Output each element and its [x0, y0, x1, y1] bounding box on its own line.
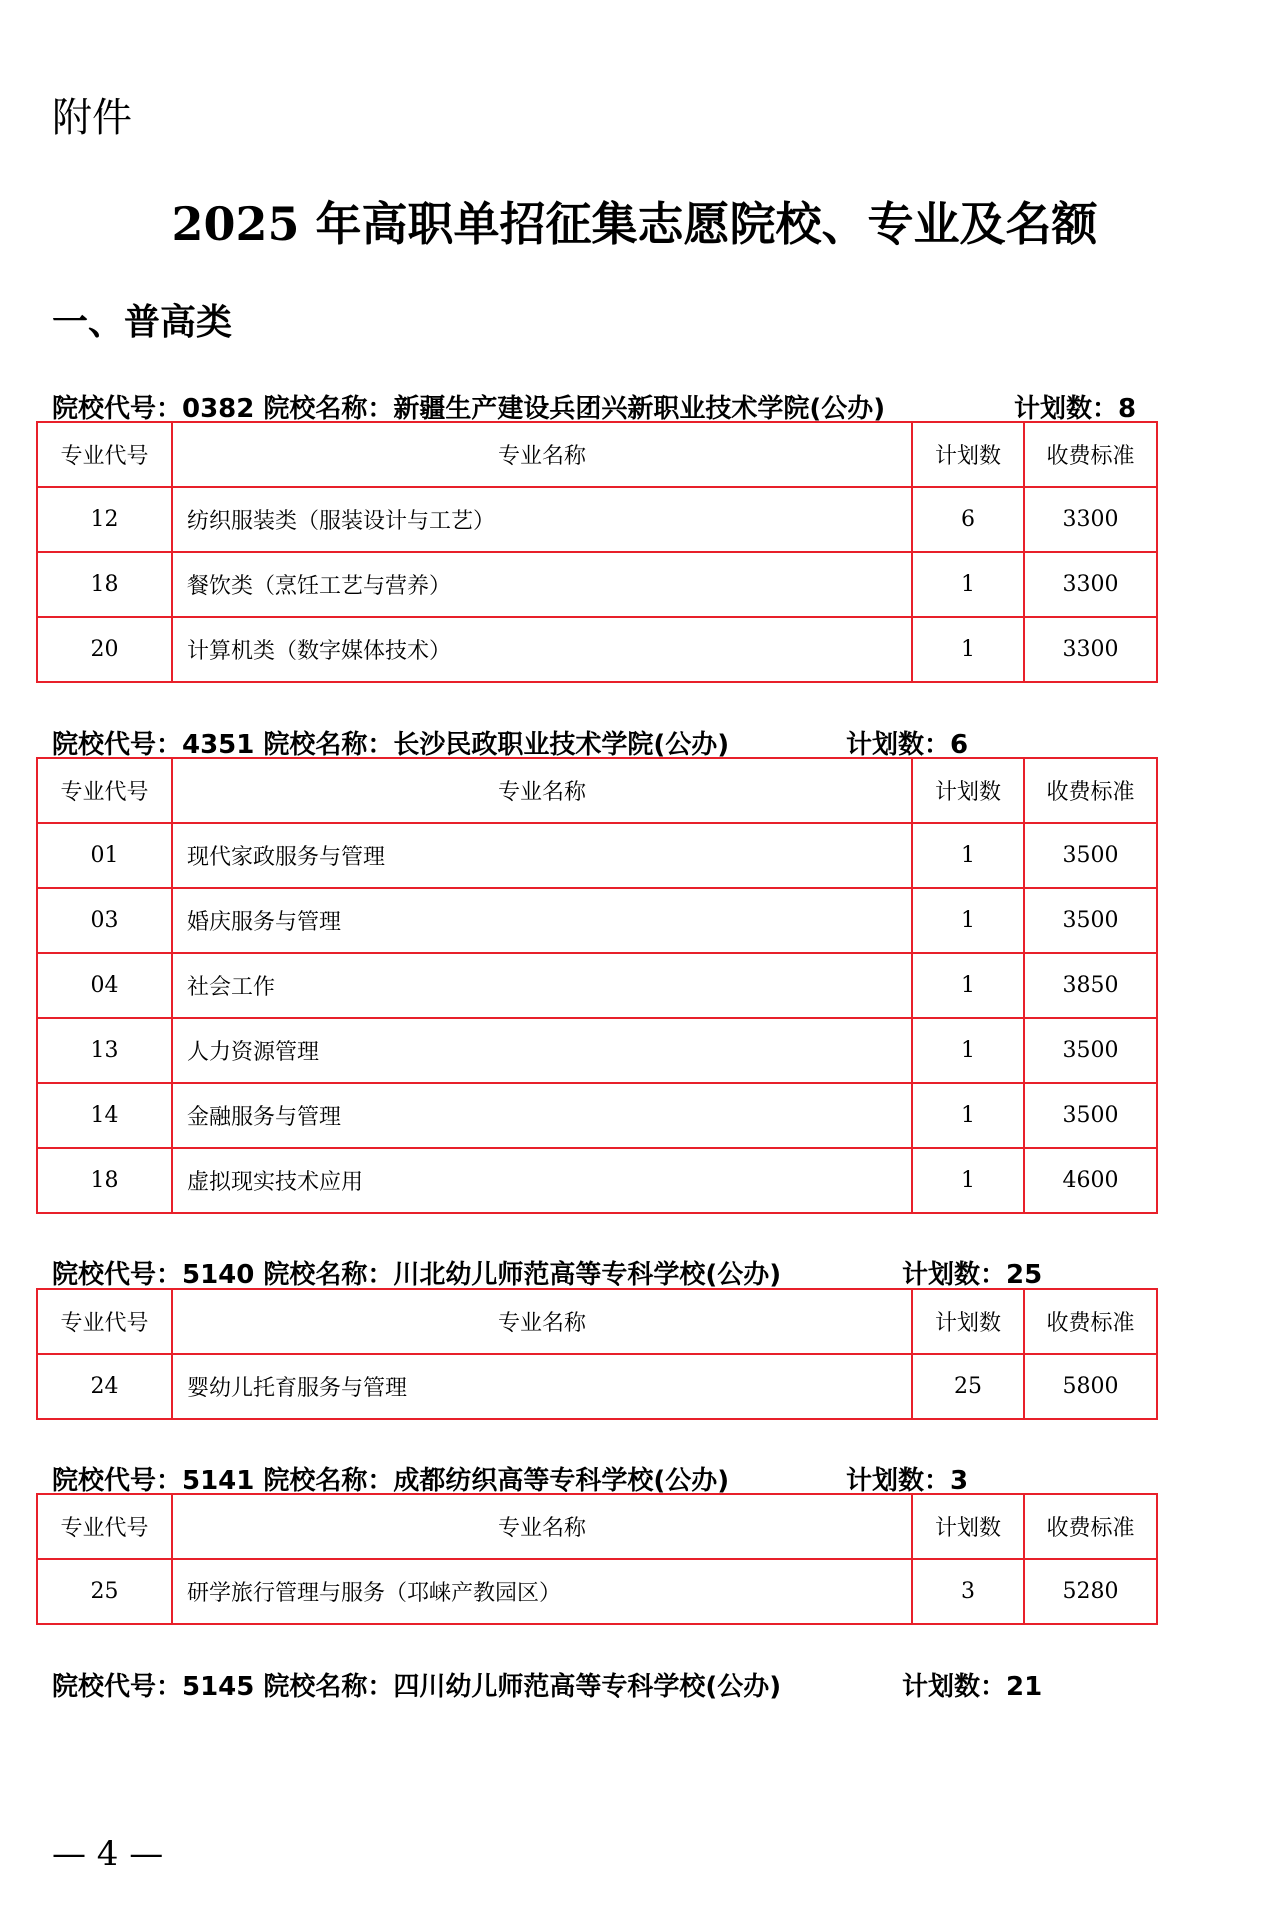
- major-plan: 6: [912, 487, 1024, 552]
- major-code: 12: [37, 487, 172, 552]
- table-row: [37, 552, 1157, 617]
- table-row: [37, 1018, 1157, 1083]
- major-fee: 4600: [1024, 1148, 1157, 1213]
- table-header-row: [37, 758, 1157, 823]
- major-fee: 5800: [1024, 1354, 1157, 1419]
- school-plan-total: 计划数：6: [846, 730, 969, 760]
- header-plan: 计划数: [912, 1289, 1024, 1354]
- header-fee: 收费标准: [1024, 422, 1157, 487]
- table-row: [37, 1148, 1157, 1213]
- majors-table: [36, 1493, 1158, 1625]
- school-info: 院校代号：0382 院校名称：新疆生产建设兵团兴新职业技术学院(公办): [52, 394, 886, 424]
- major-code: 13: [37, 1018, 172, 1083]
- table-row: [37, 1559, 1157, 1624]
- school-header: [52, 388, 1137, 425]
- attachment-label: 附件: [52, 95, 132, 141]
- major-name: 社会工作: [172, 953, 912, 1018]
- major-name: 婴幼儿托育服务与管理: [172, 1354, 912, 1419]
- major-name: 人力资源管理: [172, 1018, 912, 1083]
- table-header-row: [37, 1494, 1157, 1559]
- major-fee: 3300: [1024, 552, 1157, 617]
- major-code: 20: [37, 617, 172, 682]
- table-row: [37, 1354, 1157, 1419]
- major-code: 14: [37, 1083, 172, 1148]
- major-code: 24: [37, 1354, 172, 1419]
- major-fee: 3300: [1024, 617, 1157, 682]
- majors-table: [36, 1288, 1158, 1420]
- major-name: 虚拟现实技术应用: [172, 1148, 912, 1213]
- school-info: 院校代号：4351 院校名称：长沙民政职业技术学院(公办): [52, 730, 730, 760]
- major-name: 婚庆服务与管理: [172, 888, 912, 953]
- major-plan: 1: [912, 1018, 1024, 1083]
- major-plan: 1: [912, 1148, 1024, 1213]
- header-name: 专业名称: [172, 422, 912, 487]
- major-name: 金融服务与管理: [172, 1083, 912, 1148]
- table-row: [37, 1083, 1157, 1148]
- school-header: [52, 1460, 969, 1497]
- header-code: 专业代号: [37, 758, 172, 823]
- school-plan-total: 计划数：25: [902, 1260, 1043, 1290]
- school-header: [52, 724, 969, 761]
- major-plan: 1: [912, 953, 1024, 1018]
- school-plan-total: 计划数：3: [846, 1466, 969, 1496]
- major-fee: 3500: [1024, 823, 1157, 888]
- major-plan: 1: [912, 1083, 1024, 1148]
- header-fee: 收费标准: [1024, 1289, 1157, 1354]
- header-name: 专业名称: [172, 758, 912, 823]
- major-plan: 3: [912, 1559, 1024, 1624]
- major-name: 餐饮类（烹饪工艺与营养）: [172, 552, 912, 617]
- major-code: 18: [37, 552, 172, 617]
- table-row: [37, 617, 1157, 682]
- school-info: 院校代号：5141 院校名称：成都纺织高等专科学校(公办): [52, 1466, 730, 1496]
- major-fee: 3300: [1024, 487, 1157, 552]
- major-name: 研学旅行管理与服务（邛崃产教园区）: [172, 1559, 912, 1624]
- school-header: [52, 1666, 1043, 1703]
- table-row: [37, 823, 1157, 888]
- header-plan: 计划数: [912, 758, 1024, 823]
- header-code: 专业代号: [37, 1494, 172, 1559]
- header-fee: 收费标准: [1024, 1494, 1157, 1559]
- major-fee: 3850: [1024, 953, 1157, 1018]
- table-row: [37, 487, 1157, 552]
- major-code: 25: [37, 1559, 172, 1624]
- major-code: 18: [37, 1148, 172, 1213]
- page-number: — 4 —: [52, 1834, 164, 1874]
- school-info: 院校代号：5145 院校名称：四川幼儿师范高等专科学校(公办): [52, 1672, 782, 1702]
- school-plan-total: 计划数：21: [902, 1672, 1043, 1702]
- table-header-row: [37, 1289, 1157, 1354]
- major-fee: 3500: [1024, 888, 1157, 953]
- major-name: 现代家政服务与管理: [172, 823, 912, 888]
- major-code: 04: [37, 953, 172, 1018]
- section-heading: 一、普高类: [52, 302, 233, 343]
- header-name: 专业名称: [172, 1289, 912, 1354]
- major-name: 纺织服装类（服装设计与工艺）: [172, 487, 912, 552]
- document-title: 2025 年高职单招征集志愿院校、专业及名额: [171, 197, 1098, 251]
- major-name: 计算机类（数字媒体技术）: [172, 617, 912, 682]
- header-code: 专业代号: [37, 1289, 172, 1354]
- table-row: [37, 953, 1157, 1018]
- majors-table: [36, 421, 1158, 683]
- major-plan: 1: [912, 823, 1024, 888]
- major-plan: 1: [912, 888, 1024, 953]
- major-fee: 3500: [1024, 1018, 1157, 1083]
- major-code: 03: [37, 888, 172, 953]
- table-header-row: [37, 422, 1157, 487]
- major-plan: 1: [912, 552, 1024, 617]
- school-info: 院校代号：5140 院校名称：川北幼儿师范高等专科学校(公办): [52, 1260, 782, 1290]
- school-header: [52, 1254, 1043, 1291]
- major-code: 01: [37, 823, 172, 888]
- table-row: [37, 888, 1157, 953]
- major-fee: 3500: [1024, 1083, 1157, 1148]
- header-plan: 计划数: [912, 422, 1024, 487]
- header-name: 专业名称: [172, 1494, 912, 1559]
- major-plan: 1: [912, 617, 1024, 682]
- header-plan: 计划数: [912, 1494, 1024, 1559]
- majors-table: [36, 757, 1158, 1214]
- school-plan-total: 计划数：8: [1014, 394, 1137, 424]
- major-fee: 5280: [1024, 1559, 1157, 1624]
- header-fee: 收费标准: [1024, 758, 1157, 823]
- header-code: 专业代号: [37, 422, 172, 487]
- major-plan: 25: [912, 1354, 1024, 1419]
